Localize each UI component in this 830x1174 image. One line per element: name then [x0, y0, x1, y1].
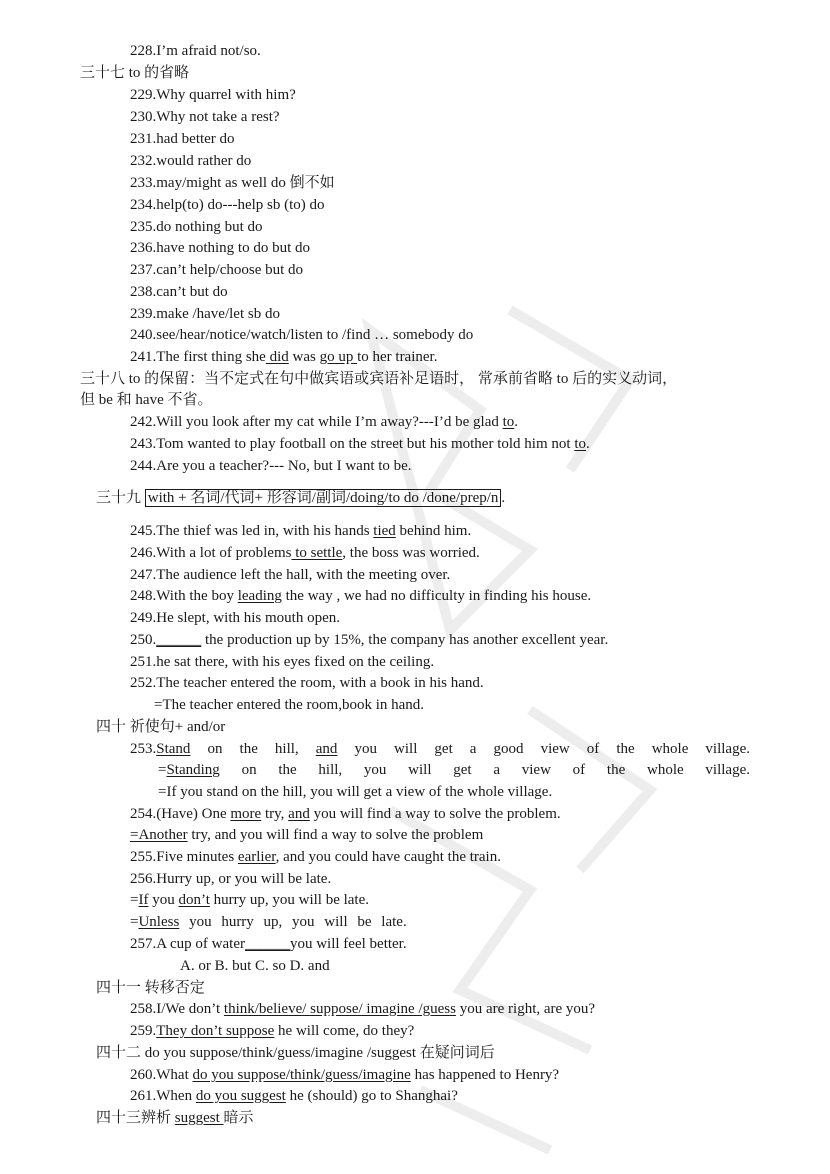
item-253 [130, 739, 750, 759]
item-252-alt: =The teacher entered the room,book in hand. [154, 697, 425, 713]
underlined-text: earlier [237, 849, 276, 865]
underlined-text: go up [319, 349, 358, 365]
text-part: behind him. [395, 523, 472, 539]
text-part: 241.The first thing she [130, 349, 266, 365]
text-part: 250. [130, 632, 157, 648]
text-part: you [148, 892, 179, 908]
text-part: . [585, 436, 590, 452]
item-256-alt2 [130, 912, 407, 932]
text-part: = [130, 914, 139, 930]
text-part: 255.Five minutes [130, 849, 238, 865]
underlined-text: do you suppose/think/guess/imagine [192, 1067, 411, 1083]
item-241 [130, 347, 437, 367]
text-part: on the hill, [190, 741, 316, 757]
text-part: 三十九 [96, 490, 145, 506]
text-part: , the boss was worried. [342, 545, 480, 561]
text-part: has happened to Henry? [410, 1067, 560, 1083]
underlined-text: to [502, 414, 515, 430]
item-232: 232.would rather do [130, 153, 252, 169]
underlined-text: leading [237, 588, 282, 604]
text-part: you will get a good view of the whole village. [337, 741, 750, 757]
item-239: 239.make /have/let sb do [130, 306, 280, 322]
text-part: try, [261, 806, 289, 822]
text-part: on the hill, you will get a view of the whole village. [219, 762, 750, 778]
text-part: 258.I/We don’t [130, 1001, 224, 1017]
underlined-text: to [574, 436, 586, 452]
underlined-text: Unless [138, 914, 180, 930]
section-heading-43 [96, 1108, 254, 1128]
underlined-text: If [138, 892, 149, 908]
underlined-text: do you suggest [195, 1088, 286, 1104]
item-253-alt [158, 760, 750, 780]
text-part: 245.The thief was led in, with his hands [130, 523, 374, 539]
item-249: 249.He slept, with his mouth open. [130, 610, 340, 626]
text-part: hurry up, you will be late. [209, 892, 370, 908]
blank-line: ______ [244, 936, 290, 952]
boxed-formula: with + 名词/代词+ 形容词/副词/doing/to do /done/prep/n [145, 489, 502, 507]
item-240: 240.see/hear/notice/watch/listen to /find … somebody do [130, 327, 474, 343]
item-261 [130, 1086, 458, 1106]
item-248 [130, 586, 591, 606]
text-part: you will feel better. [289, 936, 407, 952]
item-235: 235.do nothing but do [130, 219, 263, 235]
text-part: to her trainer. [357, 349, 438, 365]
text-part: 四十三辨析 [96, 1110, 175, 1126]
item-253-alt2: =If you stand on the hill, you will get a view of the whole village. [158, 784, 553, 800]
text-part: 261.When [130, 1088, 196, 1104]
item-251: 251.he sat there, with his eyes fixed on the ceiling. [130, 654, 435, 670]
text-part: 257.A cup of water [130, 936, 245, 952]
item-236: 236.have nothing to do but do [130, 240, 310, 256]
text-part: he will come, do they? [274, 1023, 415, 1039]
underlined-text: tied [373, 523, 396, 539]
text-part: . [514, 414, 519, 430]
text-part: he (should) go to Shanghai? [285, 1088, 458, 1104]
text-part: 248.With the boy [130, 588, 238, 604]
underlined-text: suggest [174, 1110, 224, 1126]
underlined-text: to settle [291, 545, 343, 561]
item-255 [130, 847, 501, 867]
blank-line: ______ [156, 632, 202, 648]
item-246 [130, 543, 480, 563]
underlined-text: and [288, 806, 310, 822]
text-part: 暗示 [223, 1110, 254, 1126]
underlined-text: don’t [178, 892, 210, 908]
underlined-text: think/believe/ suppose/ imagine /guess [223, 1001, 456, 1017]
item-257-options: A. or B. but C. so D. and [180, 958, 330, 974]
item-242 [130, 412, 518, 432]
item-260 [130, 1065, 559, 1085]
text-part: you will find a way to solve the problem. [309, 806, 561, 822]
item-233: 233.may/might as well do 倒不如 [130, 175, 335, 191]
text-part: you are right, are you? [455, 1001, 596, 1017]
item-258 [130, 999, 595, 1019]
section-heading-39 [96, 488, 505, 508]
section-heading-38: 三十八 to 的保留：当不定式在句中做宾语或宾语补足语时， 常承前省略 to 后的实义动词， [80, 371, 678, 387]
underlined-text: did [265, 349, 289, 365]
item-250 [130, 630, 608, 650]
underlined-text: more [230, 806, 262, 822]
text-part: try, and you will find a way to solve the problem [187, 827, 484, 843]
item-252: 252.The teacher entered the room, with a book in his hand. [130, 675, 484, 691]
item-244: 244.Are you a teacher?--- No, but I want to be. [130, 458, 412, 474]
item-256: 256.Hurry up, or you will be late. [130, 871, 332, 887]
item-238: 238.can’t but do [130, 284, 228, 300]
underlined-text: =Another [130, 827, 188, 843]
section-heading-41: 四十一 转移否定 [96, 980, 205, 996]
underlined-text: Standing [166, 762, 220, 778]
item-245 [130, 521, 471, 541]
text-part: = [130, 892, 139, 908]
text-part: 254.(Have) One [130, 806, 231, 822]
text-part: you hurry up, you will be late. [179, 914, 407, 930]
item-243 [130, 434, 590, 454]
section-heading-38-cont: 但 be 和 have 不省。 [80, 392, 213, 408]
text-part: 259. [130, 1023, 157, 1039]
text-part: , and you could have caught the train. [275, 849, 501, 865]
text-part: 242.Will you look after my cat while I’m away?---I’d be glad [130, 414, 503, 430]
item-230: 230.Why not take a rest? [130, 109, 280, 125]
item-257 [130, 934, 407, 954]
item-228: 228.I’m afraid not/so. [130, 43, 261, 59]
item-256-alt [130, 890, 369, 910]
text-part: 243.Tom wanted to play football on the street but his mother told him not [130, 436, 575, 452]
section-heading-37: 三十七 to 的省略 [80, 65, 190, 81]
text-part: the production up by 15%, the company has another excellent year. [201, 632, 609, 648]
item-231: 231.had better do [130, 131, 235, 147]
text-part: 246.With a lot of problems [130, 545, 292, 561]
section-heading-42: 四十二 do you suppose/think/guess/imagine /suggest 在疑问词后 [96, 1045, 495, 1061]
text-part: = [158, 762, 167, 778]
underlined-text: and [315, 741, 338, 757]
text-part: was [288, 349, 320, 365]
text-part: 260.What [130, 1067, 193, 1083]
item-247: 247.The audience left the hall, with the meeting over. [130, 567, 451, 583]
text-part: the way , we had no difficulty in finding his house. [281, 588, 592, 604]
section-heading-40: 四十 祈使句+ and/or [96, 719, 226, 735]
underlined-text: They don’t suppose [156, 1023, 275, 1039]
item-259 [130, 1021, 414, 1041]
item-254 [130, 804, 561, 824]
item-254-alt [130, 825, 483, 845]
text-part: . [501, 490, 506, 506]
item-234: 234.help(to) do---help sb (to) do [130, 197, 325, 213]
item-229: 229.Why quarrel with him? [130, 87, 296, 103]
text-part: 253. [130, 741, 157, 757]
underlined-text: Stand [156, 741, 191, 757]
item-237: 237.can’t help/choose but do [130, 262, 304, 278]
